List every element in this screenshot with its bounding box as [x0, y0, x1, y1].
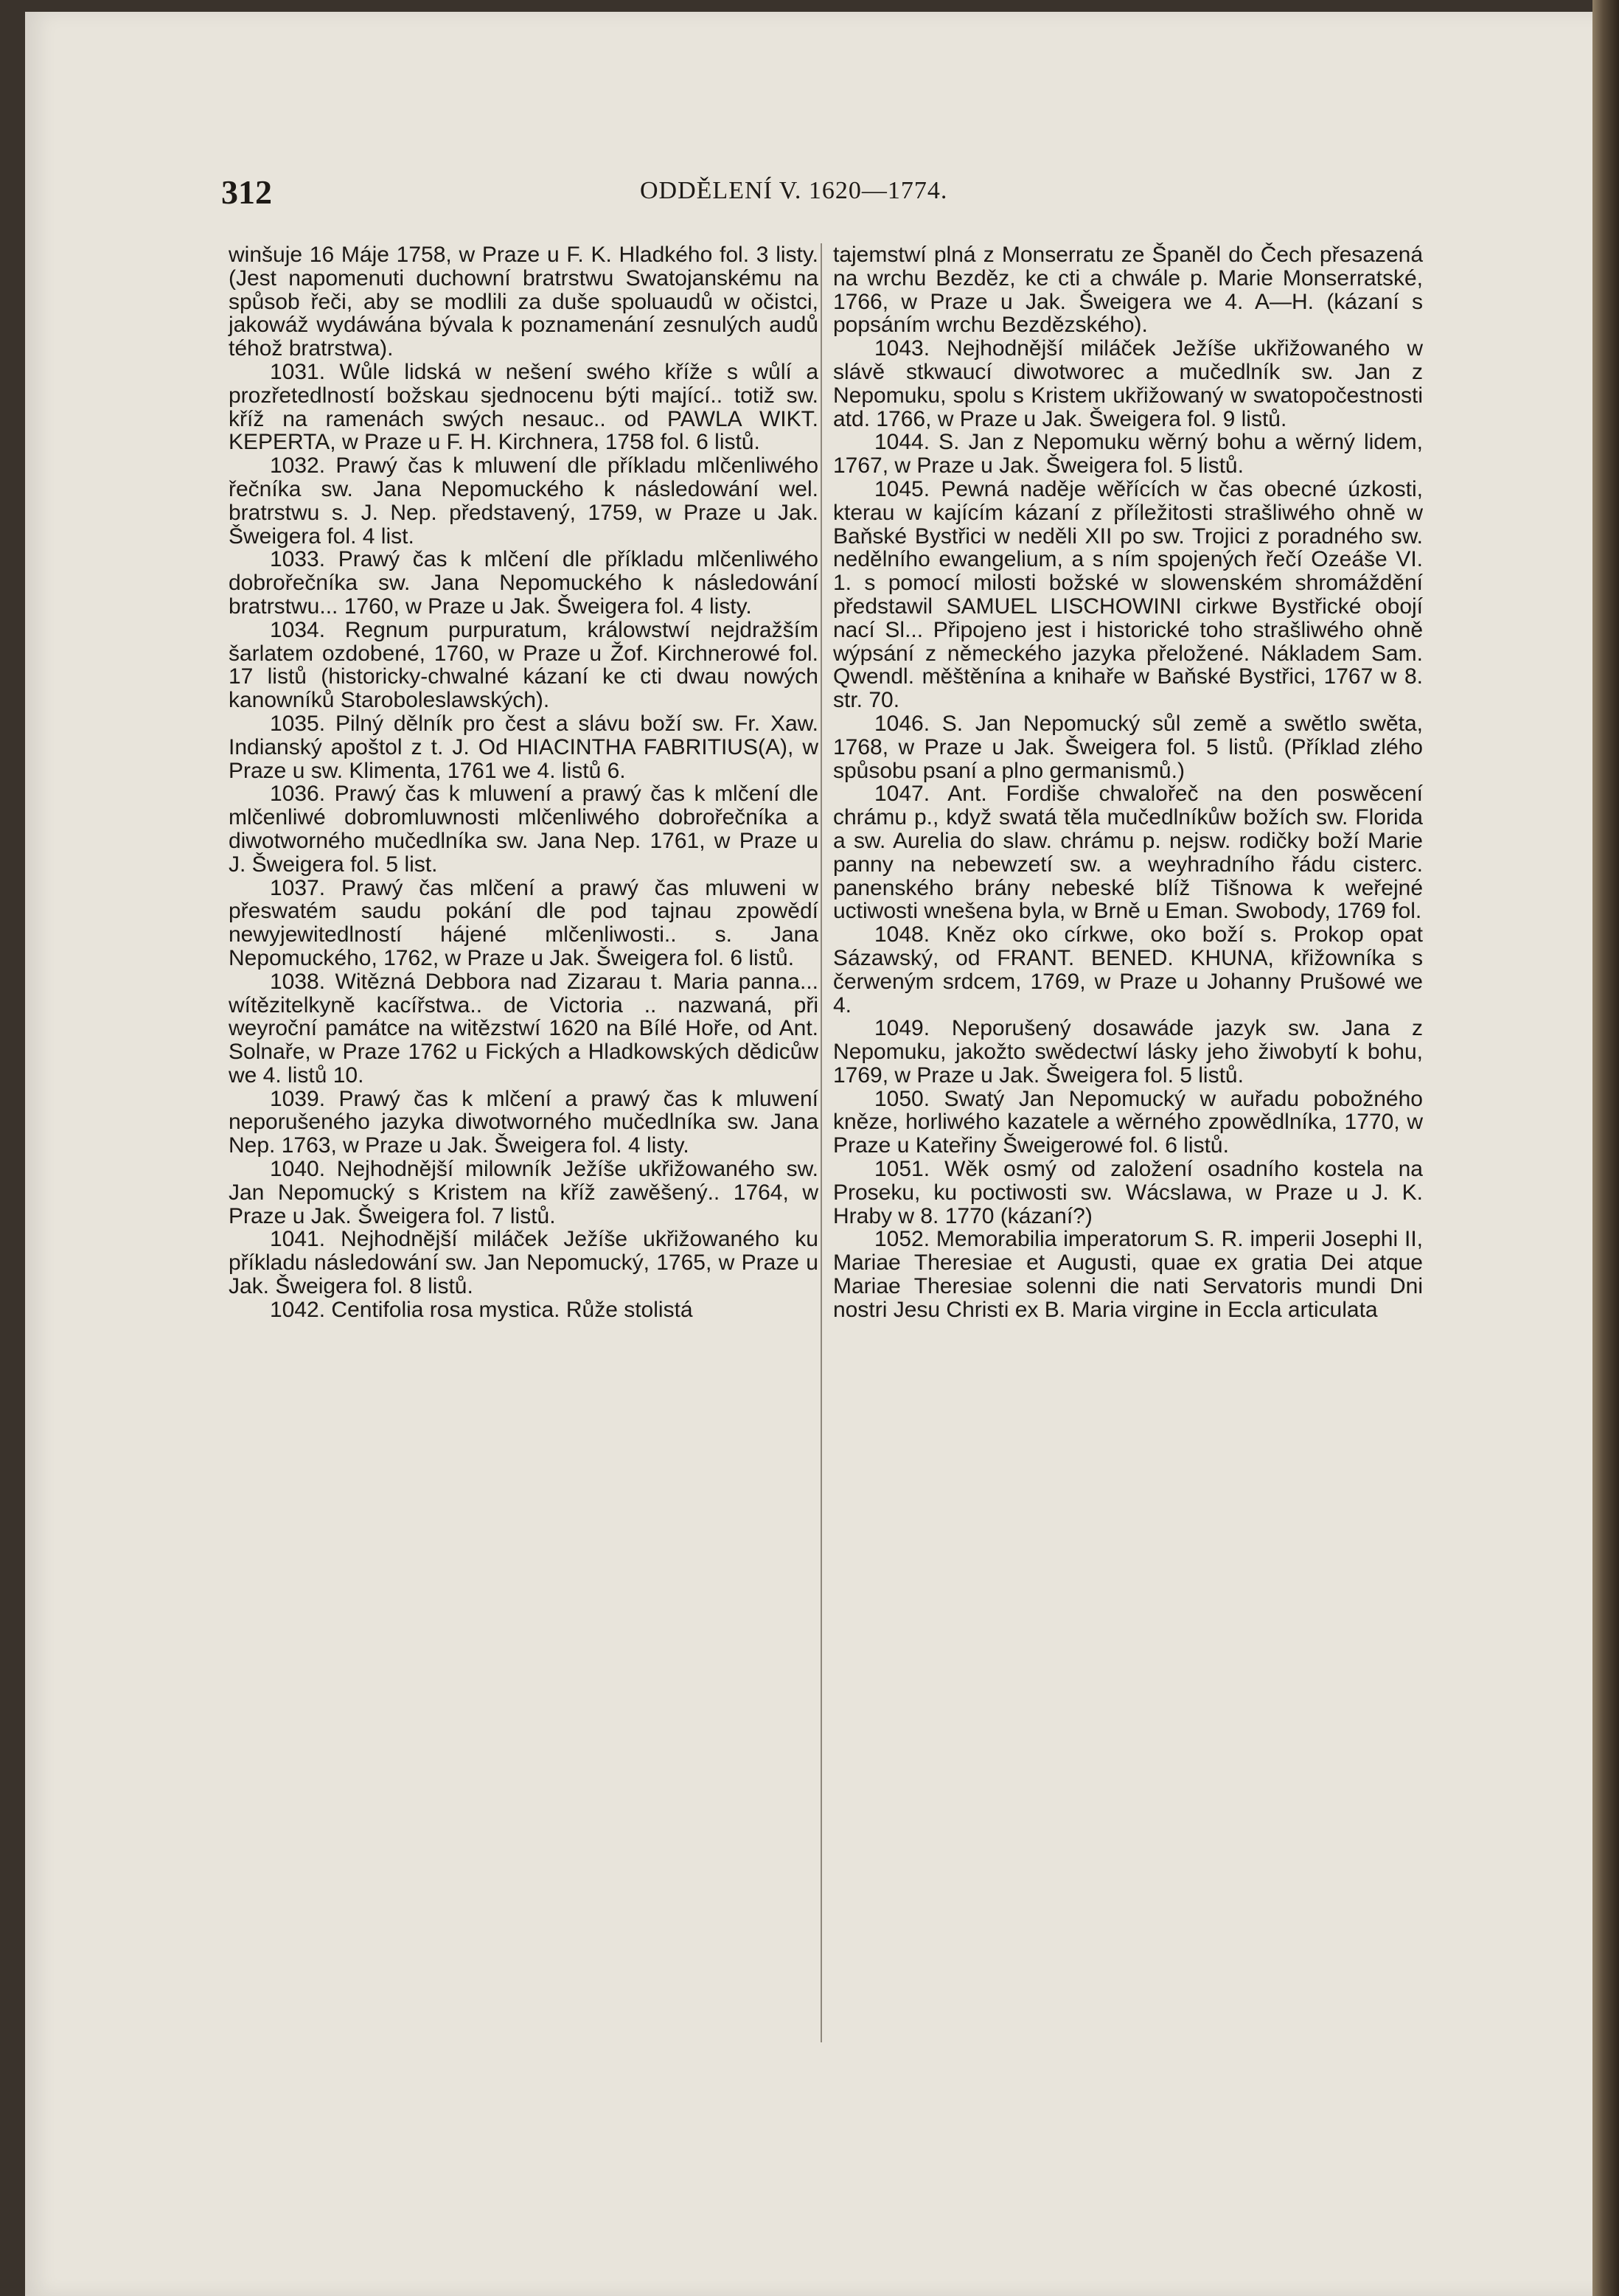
entry-1043: 1043. Nejhodnější miláček Ježíše ukřižowaného w slávě stkwaucí diwotworec a mučedlník sw. Jan z Nepomuku, spolu s Kristem ukřižowaný w swatopočestnosti atd. 1766, w Praze u Jak. Šweigera fol. 9 listů.	[833, 336, 1423, 431]
entry-1049: 1049. Neporušený dosawáde jazyk sw. Jana z Nepomuku, jakožto swědectwí lásky jeho žiwobytí k bohu, 1769, w Praze u Jak. Šweigera fol. 5 listů.	[833, 1016, 1423, 1088]
entry-1038: 1038. Witězná Debbora nad Zizarau t. Maria panna... wítězitelkyně kacířstwa.. de Victoria .. nazwaná, při weyroční památce na witězstwí 1620 na Bílé Hoře, od Ant. Solnaře, w Praze 1762 u Fických a Hladkowských dědicůw we 4. listů 10.	[229, 969, 818, 1088]
running-head: ODDĚLENÍ V. 1620—1774.	[640, 177, 948, 204]
entry-1037: 1037. Prawý čas mlčení a prawý čas mluweni w přeswatém saudu pokání dle pod tajnau zpowědí newyjewitedlností hájené mlčenliwosti.. s. Jana Nepomuckého, 1762, w Praze u Jak. Šweigera fol. 6 listů.	[229, 875, 818, 970]
entry-1042-continuation: tajemstwí plná z Monserratu ze Španěl do Čech přesazená na wrchu Bezděz, ke cti a chwále p. Marie Monserratské, 1766, w Praze u Jak. Šweigera we 4. A—H. (kázaní s popsáním wrchu Bezdězského).	[833, 243, 1423, 338]
entry-1040: 1040. Nejhodnější milowník Ježíše ukřižowaného sw. Jan Nepomucký s Kristem na kříž zawěšený.. 1764, w Praze u Jak. Šweigera fol. 7 listů.	[229, 1157, 818, 1228]
entry-1046: 1046. S. Jan Nepomucký sůl země a swětlo swěta, 1768, w Praze u Jak. Šweigera fol. 5 listů. (Příklad zlého spůsobu psaní a plno germanismů.)	[833, 711, 1423, 783]
entry-1042: 1042. Centifolia rosa mystica. Růže stolistá	[270, 1297, 693, 1322]
entry-1051: 1051. Wěk osmý od založení osadního kostela na Proseku, ku poctiwosti sw. Wácslawa, w Praze u J. K. Hraby w 8. 1770 (kázaní?)	[833, 1157, 1423, 1228]
entry-1032: 1032. Prawý čas k mluwení dle příkladu mlčenliwého řečníka sw. Jana Nepomuckého k následowání wel. bratrstwu s. J. Nep. představený, 1759, w Praze u Jak. Šweigera fol. 4 list.	[229, 453, 818, 549]
entry-1052: 1052. Memorabilia imperatorum S. R. imperii Josephi II, Mariae Theresiae et Augusti, quae ex gratia Dei atque Mariae Theresiae solenni die nati Servatoris mundi Dni nostri Jesu Christi ex B. Maria virgine in Eccla articulata	[833, 1227, 1423, 1322]
page-number: 312	[221, 173, 272, 211]
entry-1044: 1044. S. Jan z Nepomuku wěrný bohu a wěrný lidem, 1767, w Praze u Jak. Šweigera fol. 5 listů.	[833, 430, 1423, 479]
column-divider	[821, 243, 822, 2042]
entry-1031: 1031. Wůle lidská w nešení swého kříže s wůlí a prozřetedlností božskau sjednocenu býti mající.. totiž sw. kříž na ramenách swých nesauc.. od PAWLA WIKT. KEPERTA, w Praze u F. H. Kirchnera, 1758 fol. 6 listů.	[229, 359, 818, 455]
entry-1036: 1036. Prawý čas k mluwení a prawý čas k mlčení dle mlčenliwé dobromluwnosti mlčenliwého dobrořečníka a diwotworného mučedlníka sw. Jana Nep. 1761, w Praze u J. Šweigera fol. 5 list.	[229, 782, 818, 877]
book-gutter	[1592, 0, 1619, 2296]
entry-1050: 1050. Swatý Jan Nepomucký w auřadu pobožného kněze, horliwého kazatele a wěrného zpowědlníka, 1770, w Praze u Kateřiny Šweigerowé fol. 6 listů.	[833, 1086, 1423, 1158]
entry-1039: 1039. Prawý čas k mlčení a prawý čas k mluwení neporušeného jazyka diwotworného mučedlníka sw. Jana Nep. 1763, w Praze u Jak. Šweigera fol. 4 listy.	[229, 1086, 818, 1158]
entry-1047: 1047. Ant. Fordiše chwalořeč na den poswěcení chrámu p., když swatá těla mučedlníkůw božích sw. Florida a sw. Aurelia do slaw. chrámu p. nejsw. rodičky boží Marie panny na nebewzetí sw. a weyhradního řádu cisterc. panenského brány nebeské blíž Tišnowa k weřejné uctiwosti wnešena byla, w Brně u Eman. Swobody, 1769 fol.	[833, 782, 1423, 924]
entry-1041: 1041. Nejhodnější miláček Ježíše ukřižowaného ku příkladu následowání sw. Jan Nepomucký, 1765, w Praze u Jak. Šweigera fol. 8 listů.	[229, 1227, 818, 1299]
entry-1035: 1035. Pilný dělník pro čest a slávu boží sw. Fr. Xaw. Indianský apoštol z t. J. Od HIACINTHA FABRITIUS(A), w Praze u sw. Klimenta, 1761 we 4. listů 6.	[229, 711, 818, 783]
left-column	[229, 243, 818, 1322]
entry-1048: 1048. Kněz oko církwe, oko boží s. Prokop opat Sázawský, od FRANT. BENED. KHUNA, křižowníka s čerweným srdcem, 1769, w Praze u Johanny Prušowé we 4.	[833, 922, 1423, 1017]
entry-continuation: winšuje 16 Máje 1758, w Praze u F. K. Hladkého fol. 3 listy. (Jest napomenuti duchowní bratrstwu Swatojanskému na spůsob řeči, aby se modlili za duše spoluaudů w očistci, jakowáž wydáwána bývala k poznamenání zesnulých audů téhož bratrstwa).	[229, 243, 818, 361]
page-header	[221, 173, 1032, 217]
entry-1033: 1033. Prawý čas k mlčení dle příkladu mlčenliwého dobrořečníka sw. Jana Nepomuckého k následowání bratrstwu... 1760, w Praze u Jak. Šweigera fol. 4 listy.	[229, 547, 818, 619]
right-column	[833, 243, 1423, 1322]
entry-1045: 1045. Pewná naděje wěřících w čas obecné úzkosti, kterau w kajícím kázaní z příležitosti strašliwého ohně w Baňské Bystřici w neděli XII po sw. Trojici z poradného sw. nedělního ewangelium, a s ním spojených řečí Ozeáše VI. 1. s pomocí milosti božské w slowenském shromáždění předstawil SAMUEL LISCHOWINI cirkwe Bystřické obojí nací Sl... Připojeno jest i historické toho strašliwého ohně wýpsání z německého jazyka přeložené. Nákladem Sam. Qwendl. měštěnína a knihaře w Baňské Bystřici, 1767 w 8. str. 70.	[833, 476, 1423, 713]
entry-1034: 1034. Regnum purpuratum, králowstwí nejdražším šarlatem ozdobené, 1760, w Praze u Žof. Kirchnerowé fol. 17 listů (historicky-chwalné kázaní ke cti dwau nowých kanowníků Staroboleslawských).	[229, 617, 818, 713]
